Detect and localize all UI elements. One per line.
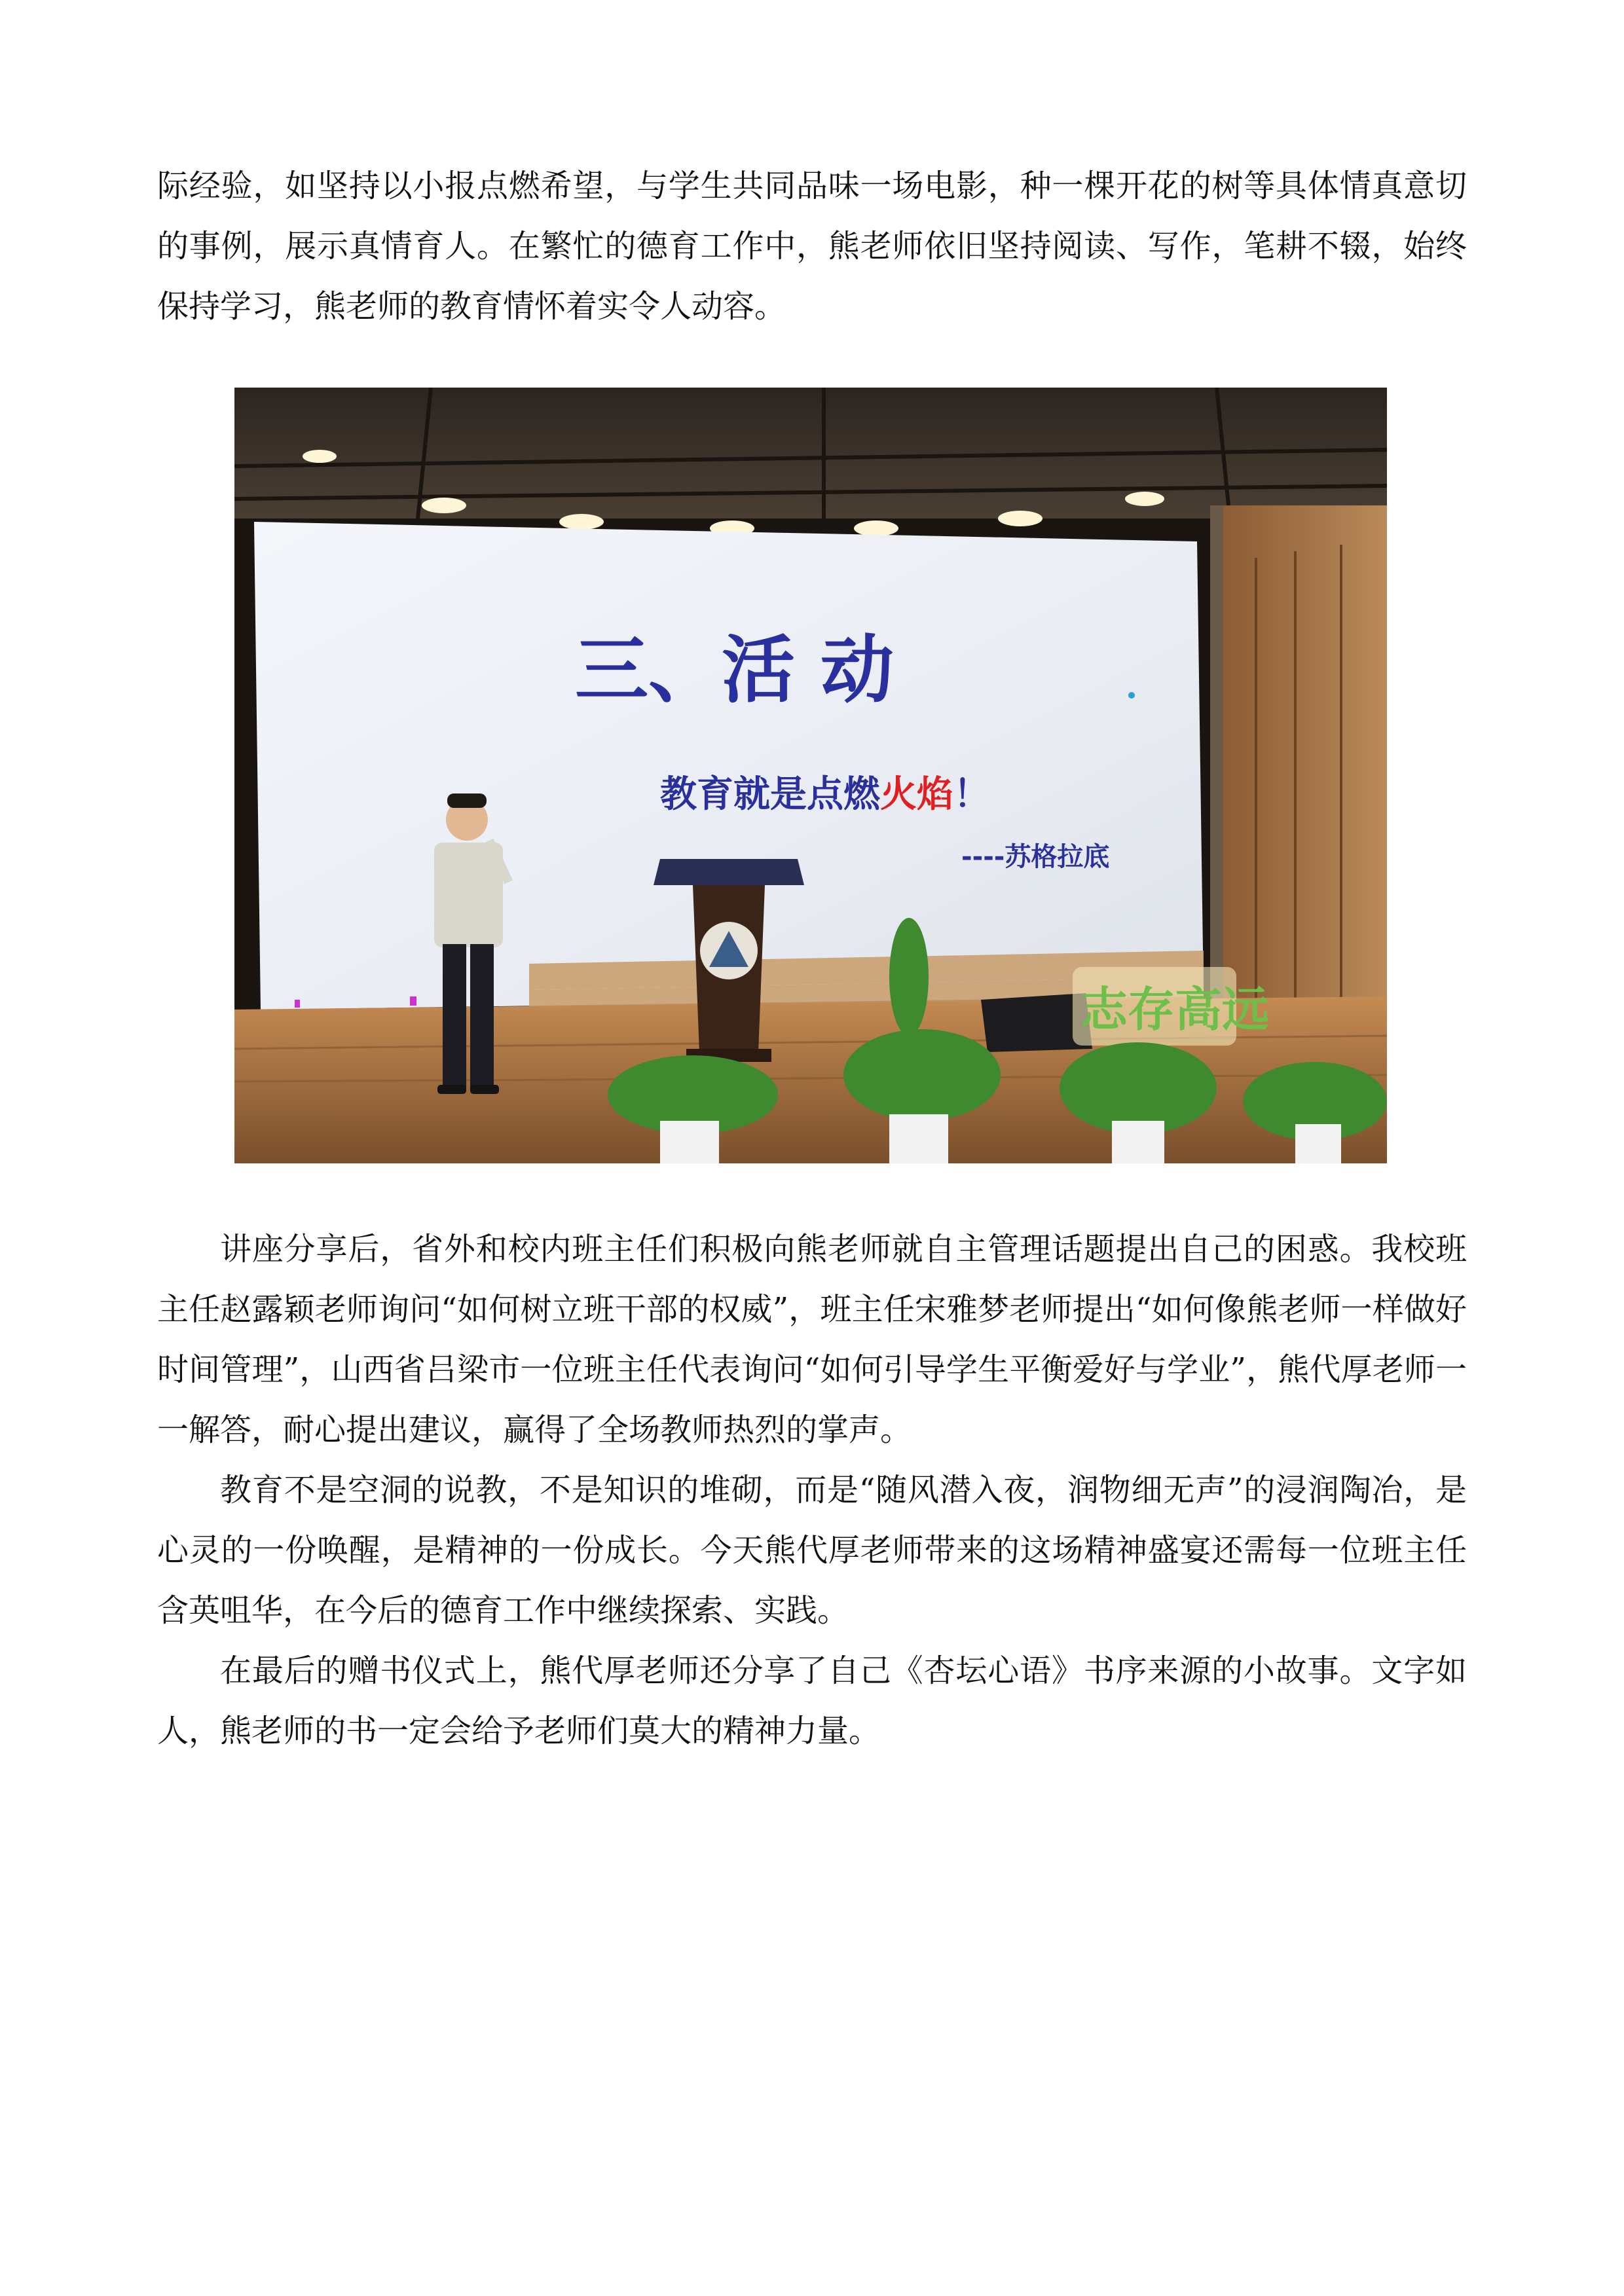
intro-paragraph: [157, 156, 1467, 337]
lecture-photo-illustration: [234, 388, 1387, 1163]
body-paragraphs: [157, 1219, 1467, 1761]
lecture-photo: [234, 388, 1387, 1163]
quote-main: 教育就是点燃: [660, 773, 880, 816]
screen-heading: 三、活 动: [575, 628, 894, 713]
paragraph-qa: 讲座分享后，省外和校内班主任们积极向熊老师就自主管理话题提出自己的困惑。我校班主任赵露颖老师询问“如何树立班干部的权威”，班主任宋雅梦老师提出“如何像熊老师一样做好时间管理”，山西省吕梁市一位班主任代表询问“如何引导学生平衡爱好与学业”，熊代厚老师一一解答，耐心提出建议，赢得了全场教师热烈的掌声。: [157, 1231, 1467, 1448]
svg-text:教育就是点燃火焰！: [660, 773, 990, 816]
intro-paragraph-text: 际经验，如坚持以小报点燃希望，与学生共同品味一场电影，种一棵开花的树等具体情真意切的事例，展示真情育人。在繁忙的德育工作中，熊老师依旧坚持阅读、写作，笔耕不辍，始终保持学习，熊老师的教育情怀着实令人动容。: [157, 168, 1467, 325]
stage-sign-text: 志存高远: [1080, 982, 1270, 1037]
quote-author: ----苏格拉底: [961, 842, 1110, 872]
paragraph-book-ceremony: 在最后的赠书仪式上，熊代厚老师还分享了自己《杏坛心语》书序来源的小故事。文字如人，熊老师的书一定会给予老师们莫大的精神力量。: [157, 1652, 1467, 1749]
quote-highlight: 火焰: [880, 773, 953, 816]
paragraph-education: 教育不是空洞的说教，不是知识的堆砌，而是“随风潜入夜，润物细无声”的浸润陶冶，是心灵的一份唤醒，是精神的一份成长。今天熊代厚老师带来的这场精神盛宴还需每一位班主任含英咀华，在今后的德育工作中继续探索、实践。: [157, 1472, 1467, 1629]
quote-end: ！: [953, 773, 990, 816]
